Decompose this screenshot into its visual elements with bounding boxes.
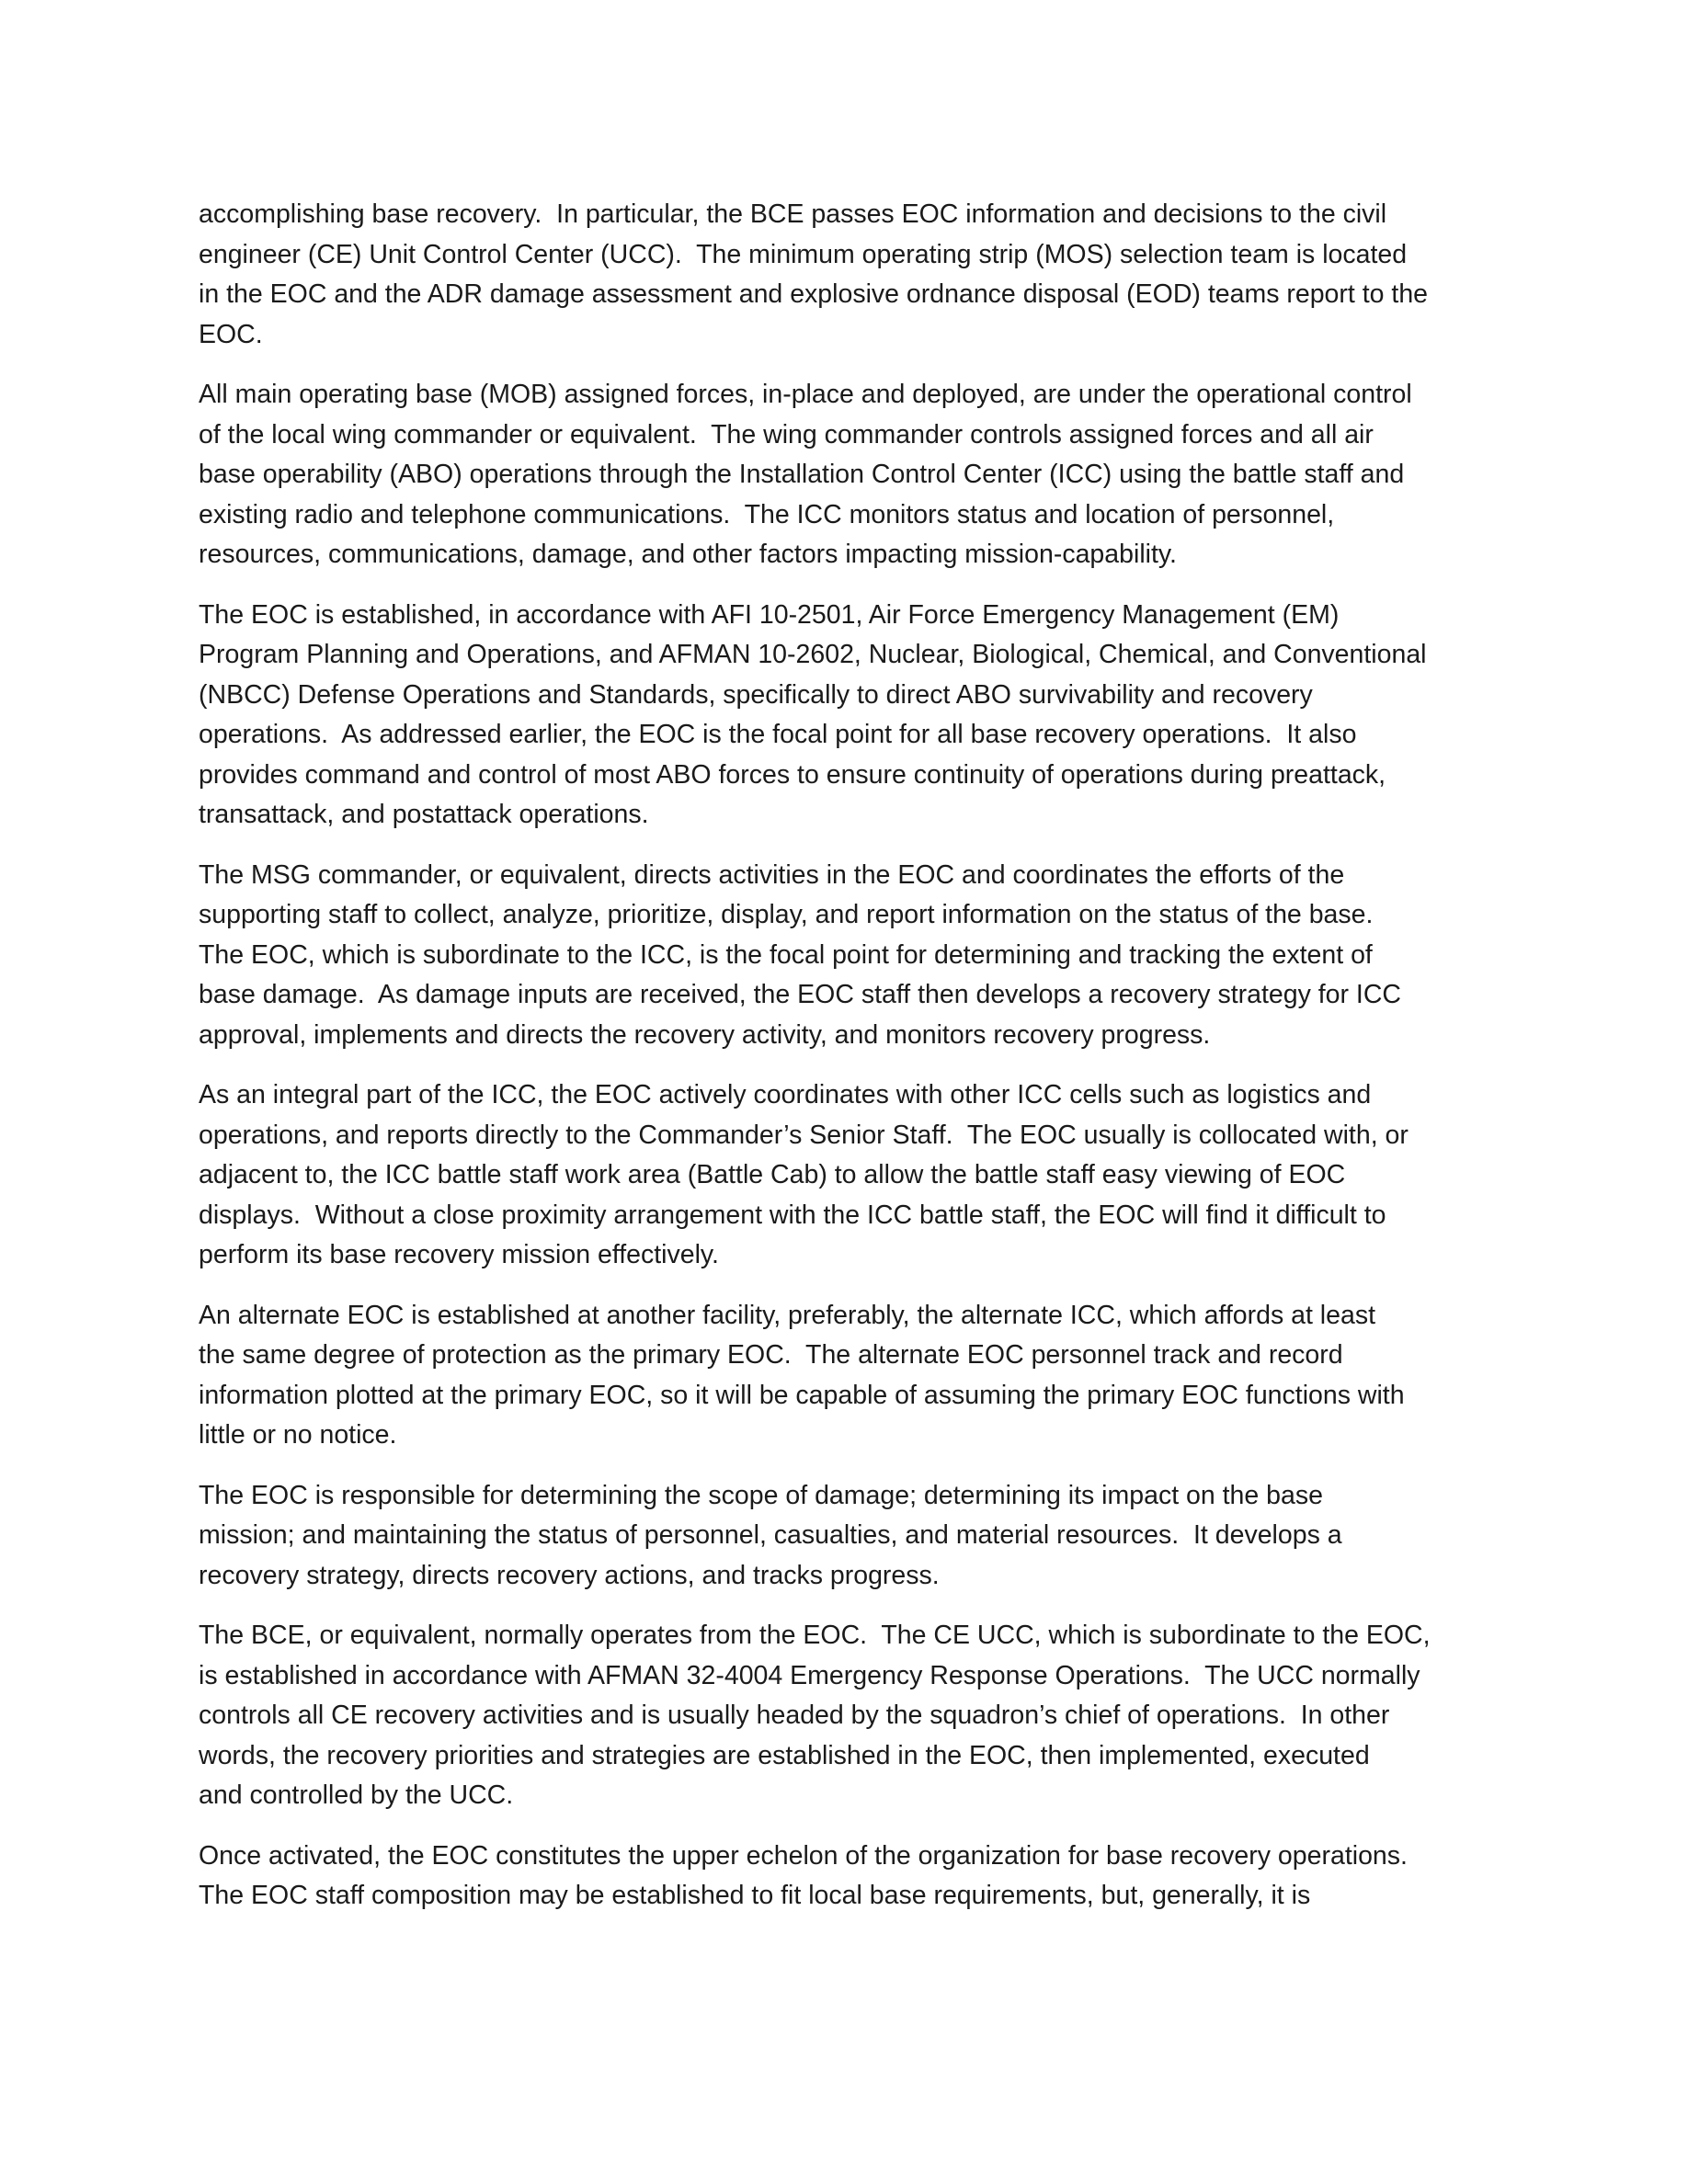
text-line: recovery strategy, directs recovery actions, and tracks progress. [199, 1560, 940, 1590]
body-paragraph [199, 1616, 1495, 1816]
text-line: operations, and reports directly to the Commander’s Senior Staff. The EOC usually is collocated with, or [199, 1120, 1409, 1150]
text-line: The MSG commander, or equivalent, directs activities in the EOC and coordinates the efforts of the [199, 859, 1345, 890]
text-line: An alternate EOC is established at another facility, preferably, the alternate ICC, which affords at least [199, 1300, 1375, 1330]
text-line: supporting staff to collect, analyze, prioritize, display, and report information on the status of the base. [199, 900, 1374, 929]
text-line: resources, communications, damage, and other factors impacting mission-capability. [199, 540, 1177, 569]
text-line: is established in accordance with AFMAN 32-4004 Emergency Response Operations. The UCC normally [199, 1660, 1420, 1690]
text-line: (NBCC) Defense Operations and Standards, specifically to direct ABO survivability and recovery [199, 679, 1313, 710]
text-line: and controlled by the UCC. [199, 1780, 514, 1810]
text-line: information plotted at the primary EOC, so it will be capable of assuming the primary EOC functions with [199, 1380, 1405, 1410]
text-line: existing radio and telephone communications. The ICC monitors status and location of personnel, [199, 499, 1335, 529]
body-paragraph [199, 1837, 1495, 1917]
text-line: All main operating base (MOB) assigned forces, in-place and deployed, are under the operational control [199, 380, 1412, 409]
text-line: base operability (ABO) operations through the Installation Control Center (ICC) using the battle staff and [199, 460, 1405, 489]
text-line: engineer (CE) Unit Control Center (UCC). The minimum operating strip (MOS) selection team is located [199, 239, 1408, 269]
text-line: As an integral part of the ICC, the EOC actively coordinates with other ICC cells such as logistics and [199, 1080, 1372, 1109]
text-line: perform its base recovery mission effectively. [199, 1240, 719, 1269]
body-paragraph [199, 1476, 1495, 1597]
text-line: the same degree of protection as the primary EOC. The alternate EOC personnel track and record [199, 1340, 1343, 1370]
body-paragraph [199, 596, 1495, 836]
text-line: The BCE, or equivalent, normally operates from the EOC. The CE UCC, which is subordinate to the EOC, [199, 1621, 1431, 1650]
body-paragraph [199, 856, 1495, 1056]
text-line: little or no notice. [199, 1420, 397, 1450]
document-page [199, 195, 1495, 1937]
text-line: Once activated, the EOC constitutes the upper echelon of the organization for base recovery operations. [199, 1840, 1408, 1871]
body-paragraph [199, 375, 1495, 575]
text-line: approval, implements and directs the recovery activity, and monitors recovery progress. [199, 1019, 1211, 1050]
text-line: of the local wing commander or equivalent. The wing commander controls assigned forces and all air [199, 419, 1374, 449]
text-line: The EOC staff composition may be established to fit local base requirements, but, generally, it is [199, 1881, 1311, 1910]
text-line: mission; and maintaining the status of personnel, casualties, and material resources. It develops a [199, 1520, 1342, 1550]
text-line: accomplishing base recovery. In particular, the BCE passes EOC information and decisions to the civil [199, 199, 1387, 229]
body-paragraph [199, 1075, 1495, 1276]
text-line: Program Planning and Operations, and AFMAN 10-2602, Nuclear, Biological, Chemical, and Conventional [199, 640, 1427, 669]
text-line: controls all CE recovery activities and is usually headed by the squadron’s chief of operations. In other [199, 1701, 1390, 1730]
body-paragraph [199, 195, 1495, 355]
body-paragraph [199, 1296, 1495, 1456]
text-line: The EOC is established, in accordance with AFI 10-2501, Air Force Emergency Management (EM) [199, 599, 1340, 630]
text-line: displays. Without a close proximity arrangement with the ICC battle staff, the EOC will find it difficult to [199, 1200, 1386, 1230]
text-line: EOC. [199, 319, 263, 349]
text-line: provides command and control of most ABO forces to ensure continuity of operations during preattack, [199, 759, 1386, 790]
text-line: in the EOC and the ADR damage assessment and explosive ordnance disposal (EOD) teams report to the [199, 279, 1429, 309]
text-line: adjacent to, the ICC battle staff work area (Battle Cab) to allow the battle staff easy viewing of EOC [199, 1160, 1346, 1189]
text-line: transattack, and postattack operations. [199, 800, 649, 829]
text-line: operations. As addressed earlier, the EOC is the focal point for all base recovery operations. It also [199, 720, 1357, 749]
text-line: words, the recovery priorities and strategies are established in the EOC, then implemented, executed [199, 1740, 1370, 1770]
text-line: The EOC, which is subordinate to the ICC, is the focal point for determining and tracking the extent of [199, 939, 1373, 970]
text-line: The EOC is responsible for determining the scope of damage; determining its impact on the base [199, 1480, 1323, 1510]
text-line: base damage. As damage inputs are received, the EOC staff then develops a recovery strategy for ICC [199, 980, 1402, 1009]
